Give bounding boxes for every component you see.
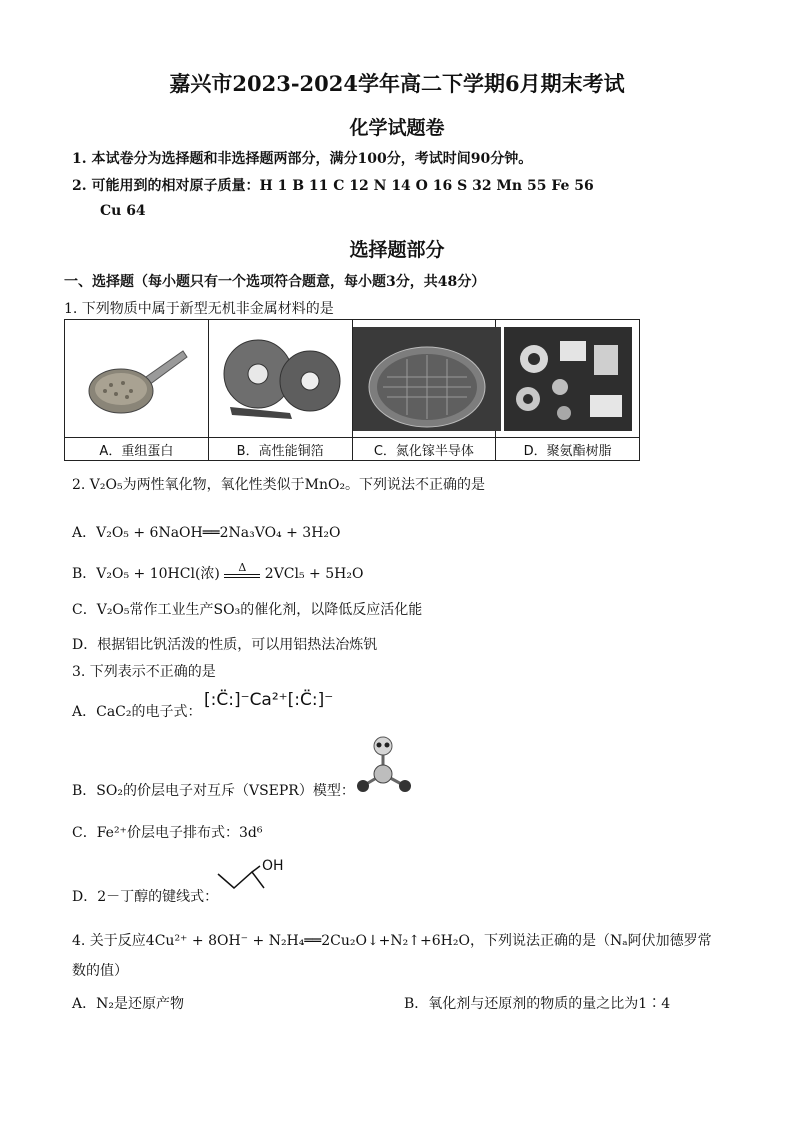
q2-option-d: D．根据铝比钒活泼的性质，可以用铝热法冶炼钒 [72, 637, 378, 653]
q4-stem: 4. 关于反应4Cu²⁺ + 8OH⁻ + N₂H₄══2Cu₂O↓+N₂↑+6H₂O，下列说法正确的是（Nₐ阿伏加德罗常 [72, 933, 712, 949]
q1-image-b [208, 320, 352, 438]
q2-option-a: A．V₂O₅ + 6NaOH══2Na₃VO₄ + 3H₂O [72, 525, 341, 541]
q1-option-b: B．高性能铜箔 [208, 438, 352, 461]
q3-option-a: A．CaC₂的电子式： [72, 704, 202, 720]
q1-stem: 1. 下列物质中属于新型无机非金属材料的是 [64, 301, 334, 317]
2-butanol-skeletal-formula [214, 858, 304, 898]
q1-image-c [352, 320, 496, 438]
q3-option-d: D．2－丁醇的键线式： [72, 889, 219, 905]
protein-spoon-image [81, 329, 191, 429]
q3-stem: 3. 下列表示不正确的是 [72, 664, 216, 680]
section-title: 选择题部分 [349, 239, 445, 261]
q3-option-c: C．Fe²⁺价层电子排布式：3d⁶ [72, 825, 263, 841]
q1-options-table [64, 319, 640, 461]
q3-option-b: B．SO₂的价层电子对互斥（VSEPR）模型： [72, 783, 355, 799]
q1-image-d [496, 320, 640, 438]
q4-option-b: B．氧化剂与还原剂的物质的量之比为1∶4 [404, 996, 671, 1012]
copper-foil-image [210, 329, 350, 429]
q2-option-b-left: B．V₂O₅ + 10HCl(浓) [72, 566, 220, 582]
note-1: 1. 本试卷分为选择题和非选择题两部分，满分100分，考试时间90分钟。 [72, 151, 533, 167]
q2-stem: 2. V₂O₅为两性氧化物，氧化性类似于MnO₂。下列说法不正确的是 [72, 477, 486, 493]
q2-option-b [72, 563, 363, 583]
so2-vsepr-model [355, 732, 417, 794]
note-2: 2. 可能用到的相对原子质量：H 1 B 11 C 12 N 14 O 16 S 32 Mn 55 Fe 56 [72, 178, 594, 194]
polyurethane-resin-image [504, 327, 632, 431]
hydroxyl-label: OH [262, 858, 284, 874]
exam-subtitle: 化学试题卷 [349, 117, 445, 139]
gan-semiconductor-image [353, 327, 501, 431]
q2-condition-arrow [224, 561, 260, 583]
note-2-cont: Cu 64 [100, 203, 146, 219]
q1-image-a [65, 320, 209, 438]
q2-option-c: C．V₂O₅常作工业生产SO₃的催化剂，以降低反应活化能 [72, 602, 423, 618]
q1-option-a: A．重组蛋白 [65, 438, 209, 461]
exam-title: 嘉兴市2023-2024学年高二下学期6月期末考试 [169, 71, 625, 96]
q1-option-c: C．氮化镓半导体 [352, 438, 496, 461]
q1-option-d: D．聚氨酯树脂 [496, 438, 640, 461]
heat-symbol: Δ [238, 561, 247, 574]
part-1-heading: 一、选择题（每小题只有一个选项符合题意，每小题3分，共48分） [64, 274, 486, 290]
cac2-electron-formula: [:C̈:]⁻Ca²⁺[:C̈:]⁻ [204, 690, 334, 710]
q2-option-b-right: 2VCl₅ + 5H₂O [264, 566, 364, 582]
q4-option-a: A．N₂是还原产物 [72, 996, 184, 1012]
q4-stem-cont: 数的值） [72, 963, 128, 979]
